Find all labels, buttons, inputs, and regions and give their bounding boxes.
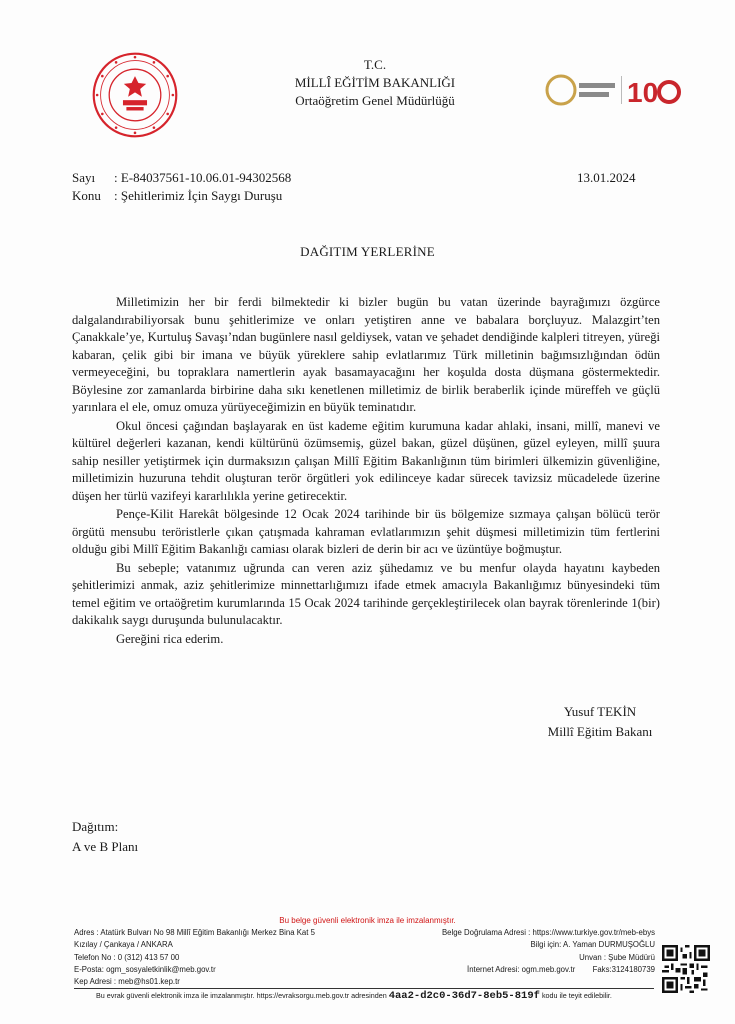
footer-city: Kızılay / Çankaya / ANKARA [74, 940, 173, 950]
turkiye-yuzyili-100-logo [545, 70, 685, 110]
footer-kep: Kep Adresi : meb@hs01.kep.tr [74, 977, 180, 987]
konu-value: : Şehitlerimiz İçin Saygı Duruşu [114, 188, 283, 203]
qr-code-icon [662, 945, 710, 993]
document-date: 13.01.2024 [577, 170, 636, 185]
signer-title: Millî Eğitim Bakanı [547, 724, 653, 739]
verification-code: 4aa2-d2c0-36d7-8eb5-819f [388, 990, 540, 1002]
secure-signature-note: Bu belge güvenli elektronik imza ile imzalanmıştır. [279, 916, 456, 925]
signer-name: Yusuf TEKİN [563, 704, 637, 719]
paragraph-2: Okul öncesi çağından başlayarak en üst kademe eğitim kurumuna kadar ahlaki, insani, millî, manevi ve kültürel değerleri kazanan, kendi kültürünü özümsemiş, güzel bakan, güzel düşünen, güzel eyleyen, millî şuura sahip nesiller yetiştirmek için durmaksızın çalışan Millî Eğitim Bakanlığının tüm birimleri ülkemizin güvenliğine, milletimizin huzuruna tehdit oluşturan terör örgütleri yok edilinceye kadar sürecek tavizsiz mücadelede üzerine düşen her türlü vazifeyi kararlılıkla yerine getirecektir. [72, 418, 660, 503]
footer-contact-left [74, 927, 315, 988]
verification-prefix: Bu evrak güvenli elektronik imza ile imzalanmıştır. https://evraksorgu.meb.gov.tr adresinden [96, 991, 387, 1000]
paragraph-5: Gereğini rica ederim. [116, 631, 224, 646]
footer-verify-address: Belge Doğrulama Adresi : https://www.turkiye.gov.tr/meb-ebys [441, 928, 655, 937]
distribution-title: DAĞITIM YERLERİNE [300, 244, 435, 259]
svg-text:10: 10 [627, 77, 659, 108]
letterhead [250, 56, 500, 110]
sayi-row [72, 170, 291, 186]
konu-label: Konu [72, 188, 101, 203]
sayi-label: Sayı [72, 170, 96, 185]
footer-web-fax: İnternet Adresi: ogm.meb.gov.tr Faks:3124180739 [467, 964, 655, 974]
distribution-label: Dağıtım: [72, 819, 119, 834]
distribution-block [72, 817, 138, 857]
footer-address: Adres : Atatürk Bulvarı No 98 Millî Eğitim Bakanlığı Merkez Bina Kat 5 [74, 928, 315, 937]
footer-phone: Telefon No : 0 (312) 413 57 00 [74, 952, 180, 962]
footer-email: E-Posta: ogm_sosyaletkinlik@meb.gov.tr [74, 964, 216, 974]
konu-row [72, 188, 282, 204]
meb-seal-icon [92, 52, 178, 138]
footer-verification-line [96, 990, 612, 1002]
paragraph-1: Milletimizin her bir ferdi bilmektedir ki bizler bugün bu vatan üzerinde bayrağımızı özgürce dalgalandırabiliyorsak bunu şehitlerimize ve onları yetiştiren anne ve babalara borçluyuz. Malazgirt’ten Çanakkale’ye, Kurtuluş Savaşı’ndan bugünlere nasıl geldiysek, vatan ve şehadet dendiğinde kalpleri titreyen, yüreği kabaran, çelik gibi bir imana ve büyük yüreklere sahip evlatlarımız Türk milletinin bağımsızlığından ödün vermeyeceğini, bu topraklara namertlerin ayak basamayacağını her koşulda dosta düşmana göstermektedir. Böylesine zor zamanlarda birbirine daha sıkı kenetlenen milletimiz de birlik beraberlik içinde müreffeh ve güçlü yarınlara el ele, omuz omuza yürüyeceğimizin en büyük teminatıdır. [72, 295, 660, 414]
letter-body [72, 294, 660, 648]
verification-suffix: kodu ile teyit edilebilir. [541, 991, 612, 1000]
header-directorate: Ortaöğretim Genel Müdürlüğü [295, 93, 455, 108]
signature-block [525, 702, 675, 742]
footer-title: Unvan : Şube Müdürü [579, 952, 655, 962]
sayi-value: : E-84037561-10.06.01-94302568 [114, 170, 292, 185]
header-ministry: MİLLÎ EĞİTİM BAKANLIĞI [294, 75, 456, 90]
paragraph-3: Pençe-Kilit Harekât bölgesinde 12 Ocak 2024 tarihinde bir üs bölgemize sızmaya çalışan bölücü terör örgütü mensubu teröristlerle çıkan çatışmada kahraman evlatlarımızın şehit düşmesi milletimizin tüm fertlerini olduğu gibi Millî Eğitim Bakanlığı camiası olarak bizleri de derin bir acı ve üzüntüye boğmuştur. [72, 507, 660, 556]
paragraph-4: Bu sebeple; vatanımız uğrunda can veren aziz şühedamız ve bu menfur olayda hayatını kaybeden şehitlerimizi anmak, aziz şehitlerimize minnettarlığımızı ifade etmek amacıyla Bakanlığımız bünyesindeki tüm temel eğitim ve ortaöğretim kurumlarında 15 Ocak 2024 tarihinde gerçekleştirilecek olan bayrak törenlerinde 1(bir) dakikalık saygı duruşunda bulunulacaktır. [72, 560, 660, 627]
header-tc: T.C. [363, 57, 387, 72]
footer-contact-right [442, 927, 655, 976]
distribution-value: A ve B Planı [72, 839, 139, 854]
footer-divider [74, 988, 654, 989]
footer-info-contact: Bilgi için: A. Yaman DURMUŞOĞLU [530, 940, 655, 950]
